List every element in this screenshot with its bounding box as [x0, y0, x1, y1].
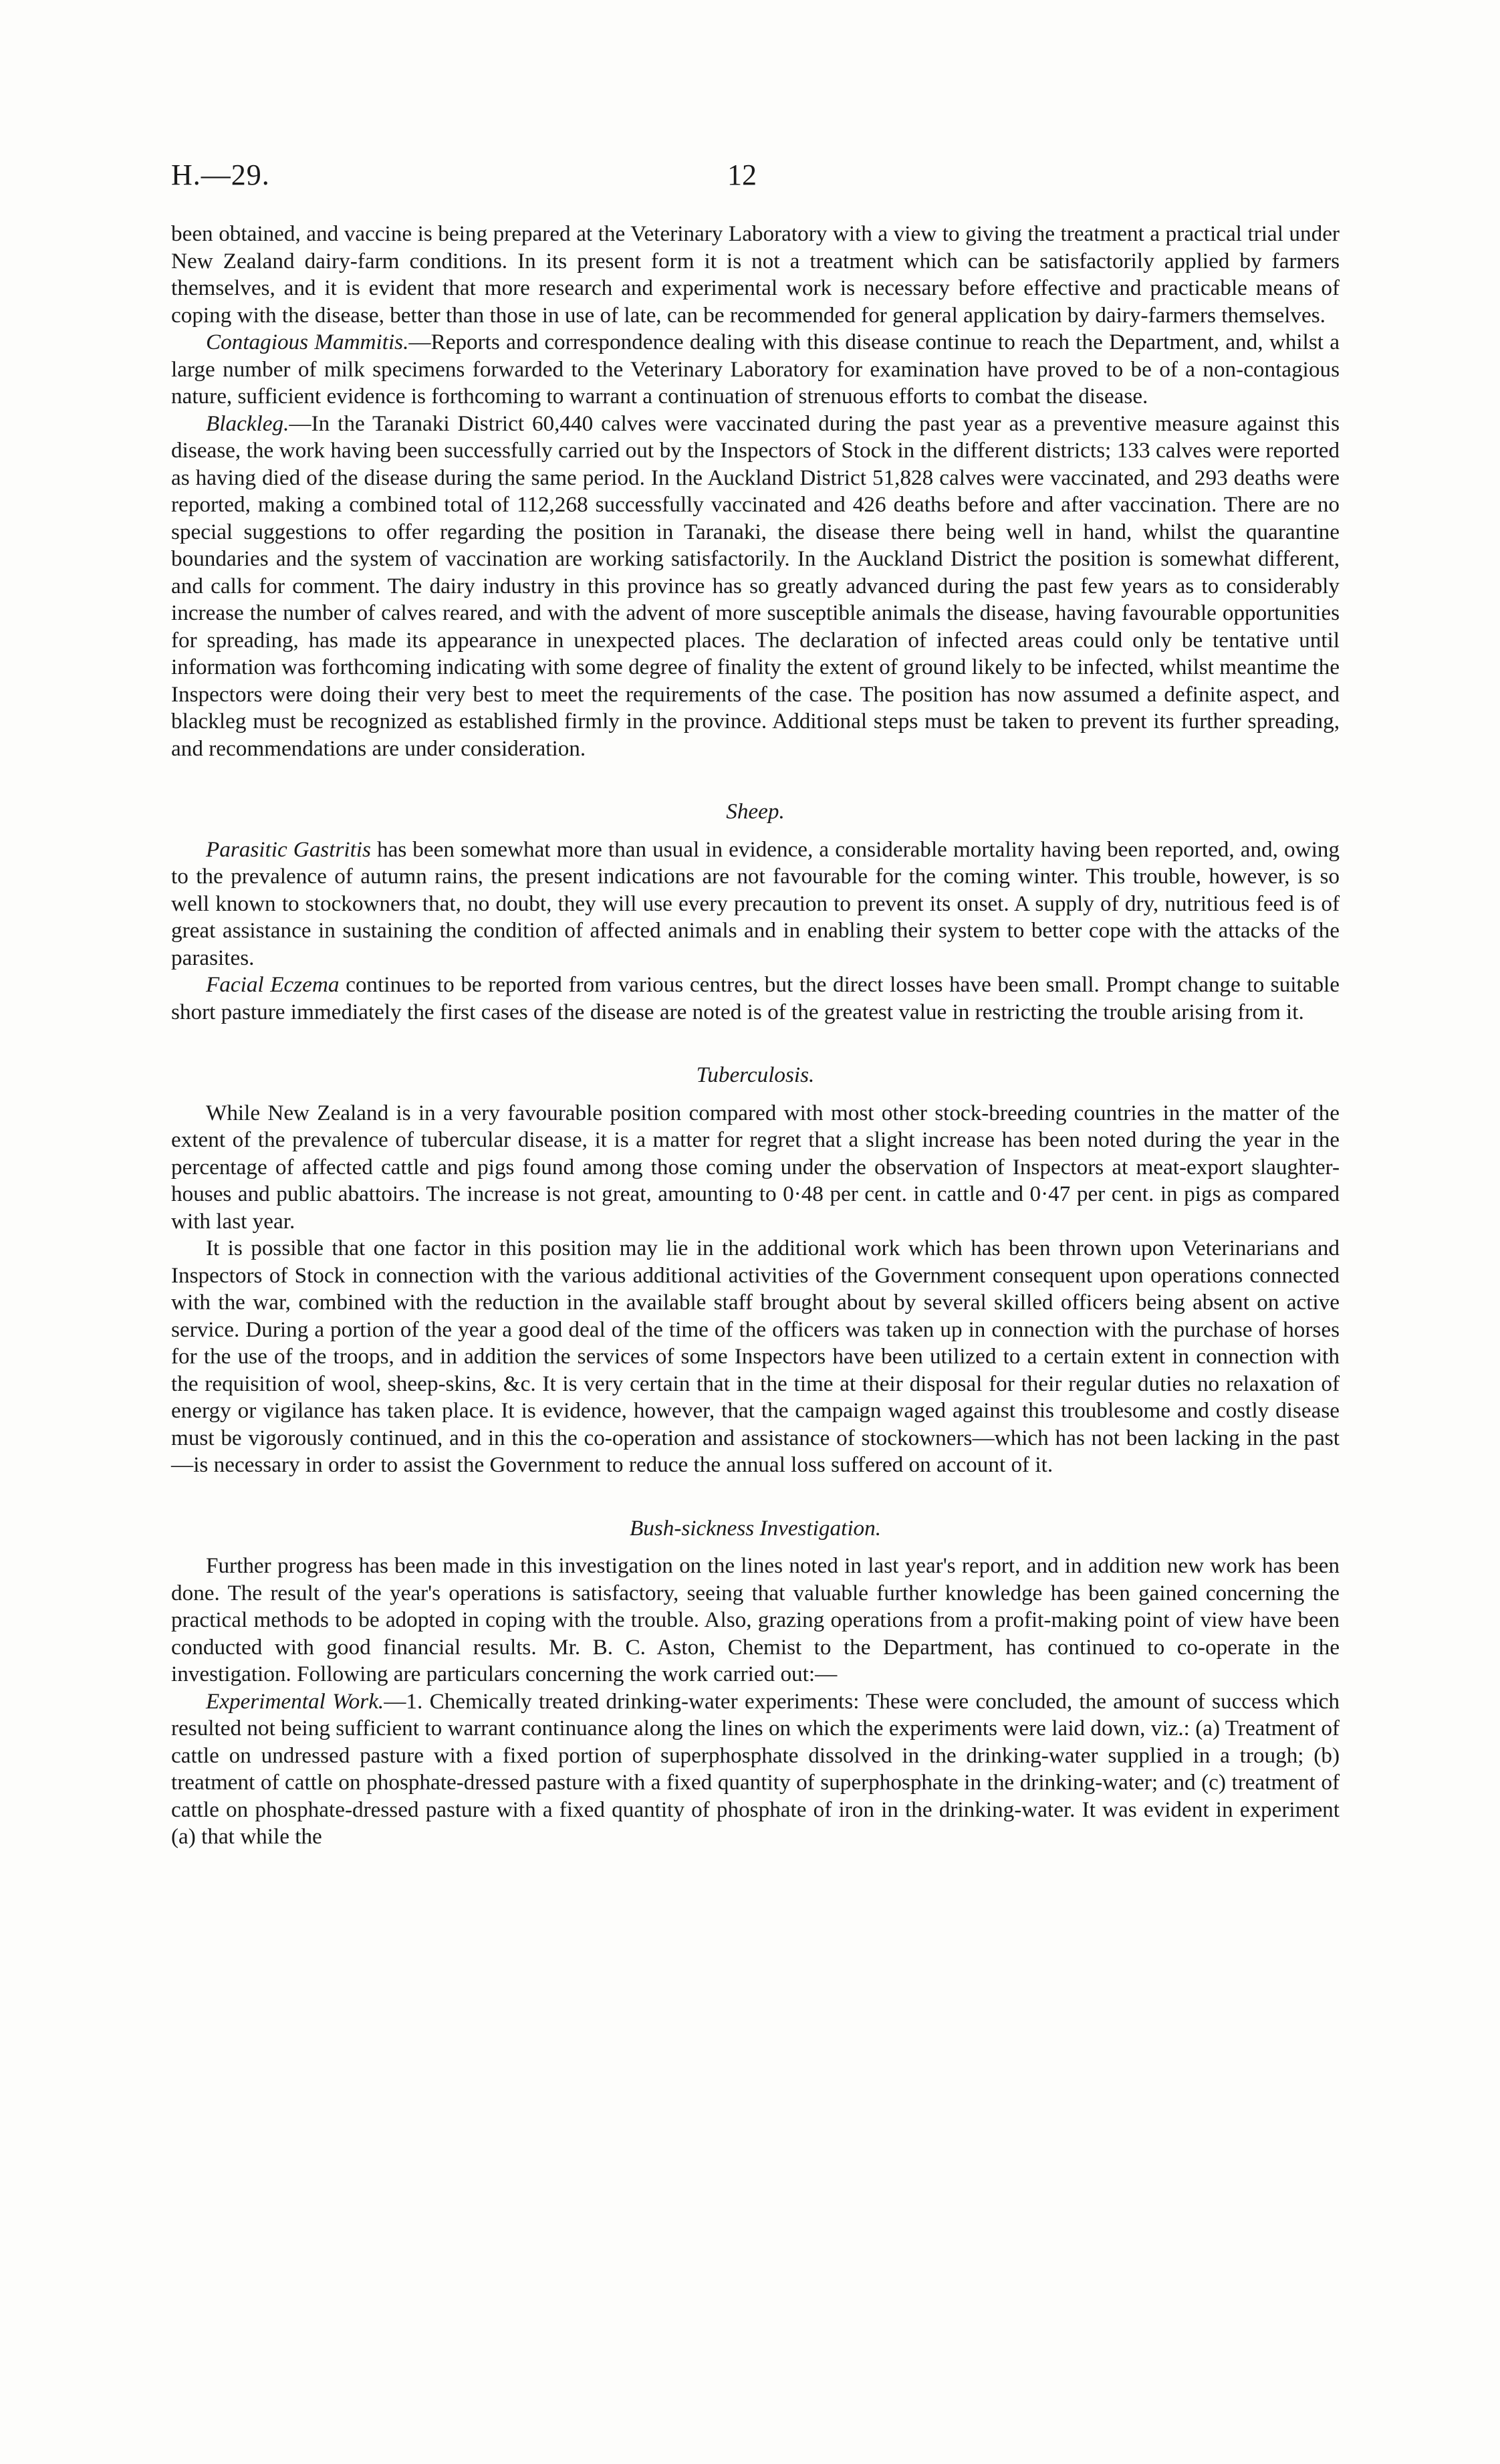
paragraph-text: —Reports and correspondence dealing with this disease continue to reach the Department, and, whilst a large number of milk specimens forwarded to the Veterinary Laboratory for examination have proved to be of a non-contagious nature, sufficient evidence is forthcoming to warrant a continuation of strenuous efforts to combat the disease. — [171, 330, 1340, 409]
paragraph-blackleg — [171, 411, 1340, 763]
run-in-heading: Experimental Work. — [206, 1688, 384, 1714]
run-in-heading: Parasitic Gastritis — [206, 836, 371, 862]
paragraph-experimental-work — [171, 1688, 1340, 1851]
run-in-heading: Blackleg. — [206, 411, 289, 436]
page-number: 12 — [727, 158, 757, 191]
page-header — [0, 158, 1500, 198]
section-heading-sheep: Sheep. — [726, 799, 785, 824]
paragraph-text: —1. Chemically treated drinking-water experiments: These were concluded, the amount of success which resulted not being sufficient to warrant continuance along the lines on which the experiments were laid down, viz.: (a) Treatment of cattle on undressed pasture with a fixed portion of superphosphate dissolved in the drinking-water supplied in a trough; (b) treatment of cattle on phosphate-dressed pasture with a fixed quantity of superphosphate in the drinking-water; and (c) treatment of cattle on phosphate-dressed pasture with a fixed quantity of phosphate of iron in the drinking-water. It was evident in experiment (a) that while the — [171, 1688, 1340, 1849]
paragraph-bush-sickness-1: Further progress has been made in this investigation on the lines noted in last year's report, and in addition new work has been done. The result of the year's operations is satisfactory, seeing that valuable further knowledge has been gained concerning the practical methods to be adopted in coping with the trouble. Also, grazing operations from a profit-making point of view have been conducted with good financial results. Mr. B. C. Aston, Chemist to the Department, has continued to co-operate in the investigation. Following are particulars concerning the work carried out:— — [171, 1553, 1340, 1686]
paragraph-facial-eczema — [171, 972, 1340, 1026]
paragraph-text: has been somewhat more than usual in evidence, a considerable mortality having been reported, and, owing to the prevalence of autumn rains, the present indications are not favourable for the coming winter. This trouble, however, is so well known to stockowners that, no doubt, they will use every precaution to prevent its onset. A supply of dry, nutritious feed is of great assistance in sustaining the condition of affected animals and in enabling their system to better cope with the attacks of the parasites. — [171, 836, 1340, 970]
section-heading-bush-sickness: Bush-sickness Investigation. — [629, 1515, 882, 1541]
run-in-heading: Contagious Mammitis. — [206, 330, 409, 354]
paragraph-tuberculosis-2: It is possible that one factor in this position may lie in the additional work which has been thrown upon Veterinarians and Inspectors of Stock in connection with the various additional activities of the Government consequent upon operations connected with the war, combined with the reduction in the available staff brought about by several skilled officers being absent on active service. During a portion of the year a good deal of the time of the officers was taken up in connection with the purchase of horses for the use of the troops, and in addition the services of some Inspectors have been utilized to a certain extent in connection with the requisition of wool, sheep-skins, &c. It is very certain that in the time at their disposal for their regular duties no relaxation of energy or vigilance has taken place. It is evidence, however, that the campaign waged against this troublesome and costly disease must be vigorously continued, and in this the co-operation and assistance of stockowners—which has not been lacking in the past—is necessary in order to assist the Government to reduce the annual loss suffered on account of it. — [171, 1236, 1340, 1477]
page-body — [171, 221, 1340, 1851]
section-heading-tuberculosis: Tuberculosis. — [696, 1062, 815, 1087]
paragraph-contagious-mammitis — [171, 329, 1340, 411]
paragraph-parasitic-gastritis — [171, 836, 1340, 972]
run-in-heading: Facial Eczema — [206, 972, 340, 997]
paragraph-continued: been obtained, and vaccine is being prepared at the Veterinary Laboratory with a view to giving the treatment a practical trial under New Zealand dairy-farm conditions. In its present form it is not a treatment which can be satisfactorily applied by farmers themselves, and it is evident that more research and experimental work is necessary before effective and practicable means of coping with the disease, better than those in use of late, can be recommended for general application by dairy-farmers themselves. — [171, 221, 1340, 328]
paragraph-text: —In the Taranaki District 60,440 calves were vaccinated during the past year as a preventive measure against this disease, the work having been successfully carried out by the Inspectors of Stock in the different districts; 133 calves were reported as having died of the disease during the same period. In the Auckland District 51,828 calves were vaccinated, and 293 deaths were reported, making a combined total of 112,268 successfully vaccinated and 426 deaths before and after vaccination. There are no special suggestions to offer regarding the position in Taranaki, the disease there being well in hand, whilst the quarantine boundaries and the system of vaccination are working satisfactorily. In the Auckland District the position is somewhat different, and calls for comment. The dairy industry in this province has so greatly advanced during the past few years as to considerably increase the number of calves reared, and with the advent of more susceptible animals the disease, having favourable opportunities for spreading, has made its appearance in unexpected places. The declaration of infected areas could only be tentative until information was forthcoming indicating with some degree of finality the extent of ground likely to be infected, whilst meantime the Inspectors were doing their very best to meet the requirements of the case. The position has now assumed a definite aspect, and blackleg must be recognized as established firmly in the province. Additional steps must be taken to prevent its further spreading, and recommendations are under consideration. — [171, 411, 1340, 761]
paragraph-tuberculosis-1: While New Zealand is in a very favourable position compared with most other stock-breeding countries in the matter of the extent of the prevalence of tubercular disease, it is a matter for regret that a slight increase has been noted during the year in the percentage of affected cattle and pigs found among those coming under the observation of Inspectors at meat-export slaughter-houses and public abattoirs. The increase is not great, amounting to 0·48 per cent. in cattle and 0·47 per cent. in pigs as compared with last year. — [171, 1100, 1340, 1234]
paragraph-text: continues to be reported from various centres, but the direct losses have been small. Prompt change to suitable short pasture immediately the first cases of the disease are noted is of the greatest value in restricting the trouble arising from it. — [171, 972, 1340, 1024]
document-code: H.—29. — [171, 158, 270, 191]
